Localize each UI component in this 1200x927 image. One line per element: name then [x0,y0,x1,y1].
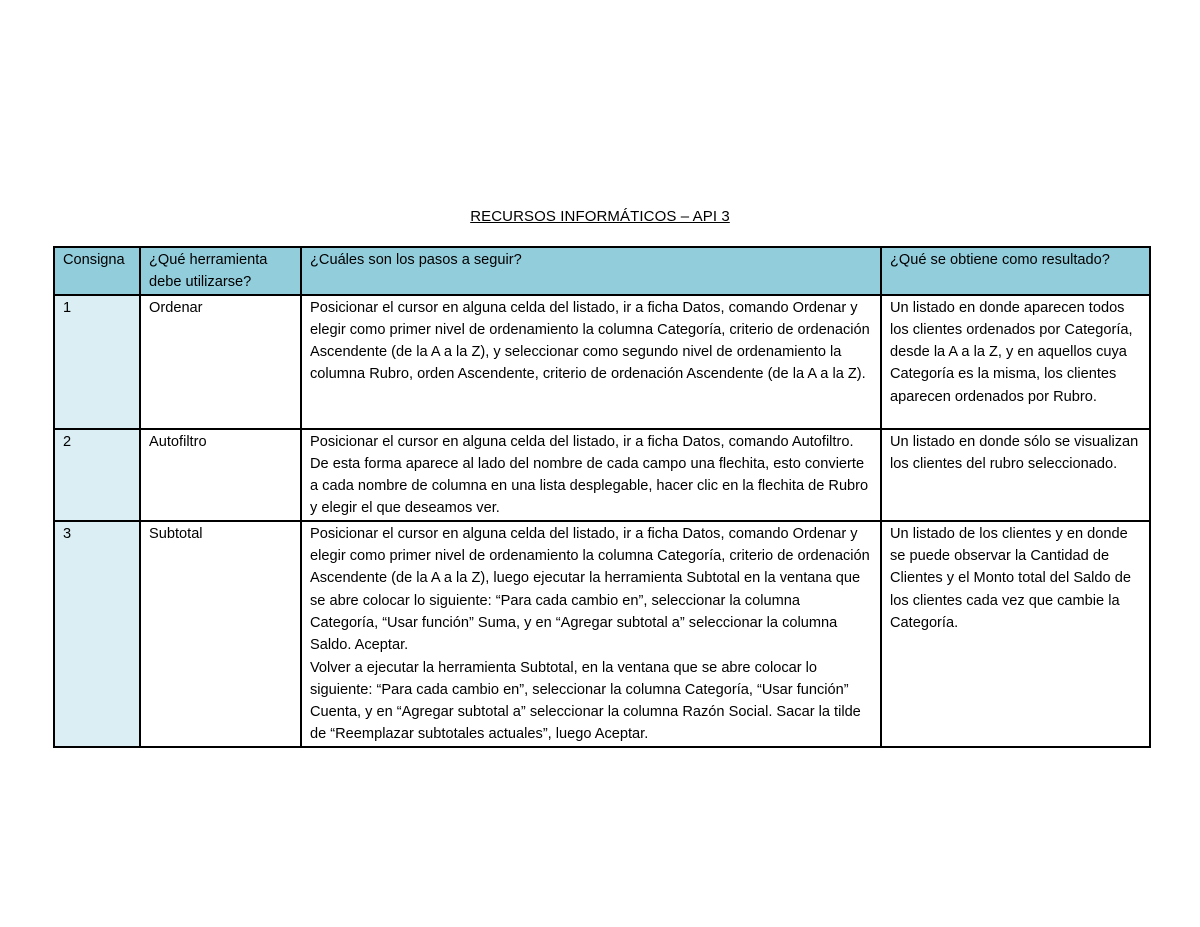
cell-herramienta: Subtotal [140,521,301,747]
cell-resultado: Un listado en donde aparecen todos los clientes ordenados por Categoría, desde la A a la Z, y en aquellos cuya Categoría es la misma, los clientes aparecen ordenados por Rubro. [881,295,1150,429]
table-row [54,429,1150,521]
header-resultado: ¿Qué se obtiene como resultado? [881,247,1150,295]
cell-consigna: 3 [54,521,140,747]
cell-consigna: 2 [54,429,140,521]
cell-pasos-paragraph: Posicionar el cursor en alguna celda del listado, ir a ficha Datos, comando Ordenar y elegir como primer nivel de ordenamiento la columna Categoría, criterio de ordenación Ascendente (de la A a la Z), y seleccionar como segundo nivel de ordenamiento la columna Rubro, orden Ascendente, criterio de ordenación Ascendente (de la A a la Z). [310,299,870,383]
assignment-table [53,246,1151,748]
table-row [54,521,1150,747]
cell-herramienta: Ordenar [140,295,301,429]
header-pasos: ¿Cuáles son los pasos a seguir? [301,247,881,295]
cell-resultado: Un listado en donde sólo se visualizan los clientes del rubro seleccionado. [881,429,1150,521]
cell-pasos-paragraph: Volver a ejecutar la herramienta Subtotal, en la ventana que se abre colocar lo siguiente: “Para cada cambio en”, seleccionar la columna Categoría, “Usar función” Cuenta, y en “Agregar subtotal a” seleccionar la columna Razón Social. Sacar la tilde de “Reemplazar subtotales actuales”, luego Aceptar. [310,659,861,743]
cell-consigna: 1 [54,295,140,429]
header-consigna: Consigna [54,247,140,295]
document-title: RECURSOS INFORMÁTICOS – API 3 [470,208,730,225]
cell-pasos [301,521,881,747]
table-header-row [54,247,1150,295]
cell-herramienta: Autofiltro [140,429,301,521]
header-herramienta: ¿Qué herramienta debe utilizarse? [140,247,301,295]
cell-pasos-paragraph: Posicionar el cursor en alguna celda del listado, ir a ficha Datos, comando Autofiltro. De esta forma aparece al lado del nombre de cada campo una flechita, esto convierte a cada nombre de columna en una lista desplegable, hacer clic en la flechita de Rubro y elegir el que deseamos ver. [310,433,869,517]
cell-pasos [301,295,881,429]
table-row [54,295,1150,429]
cell-pasos [301,429,881,521]
cell-pasos-paragraph: Posicionar el cursor en alguna celda del listado, ir a ficha Datos, comando Ordenar y elegir como primer nivel de ordenamiento la columna Categoría, criterio de ordenación Ascendente (de la A a la Z), luego ejecutar la herramienta Subtotal en la ventana que se abre colocar lo siguiente: “Para cada cambio en”, seleccionar la columna Categoría, “Usar función” Suma, y en “Agregar subtotal a” seleccionar la columna Saldo. Aceptar. [310,525,870,654]
cell-resultado: Un listado de los clientes y en donde se puede observar la Cantidad de Clientes y el Monto total del Saldo de los clientes cada vez que cambie la Categoría. [881,521,1150,747]
